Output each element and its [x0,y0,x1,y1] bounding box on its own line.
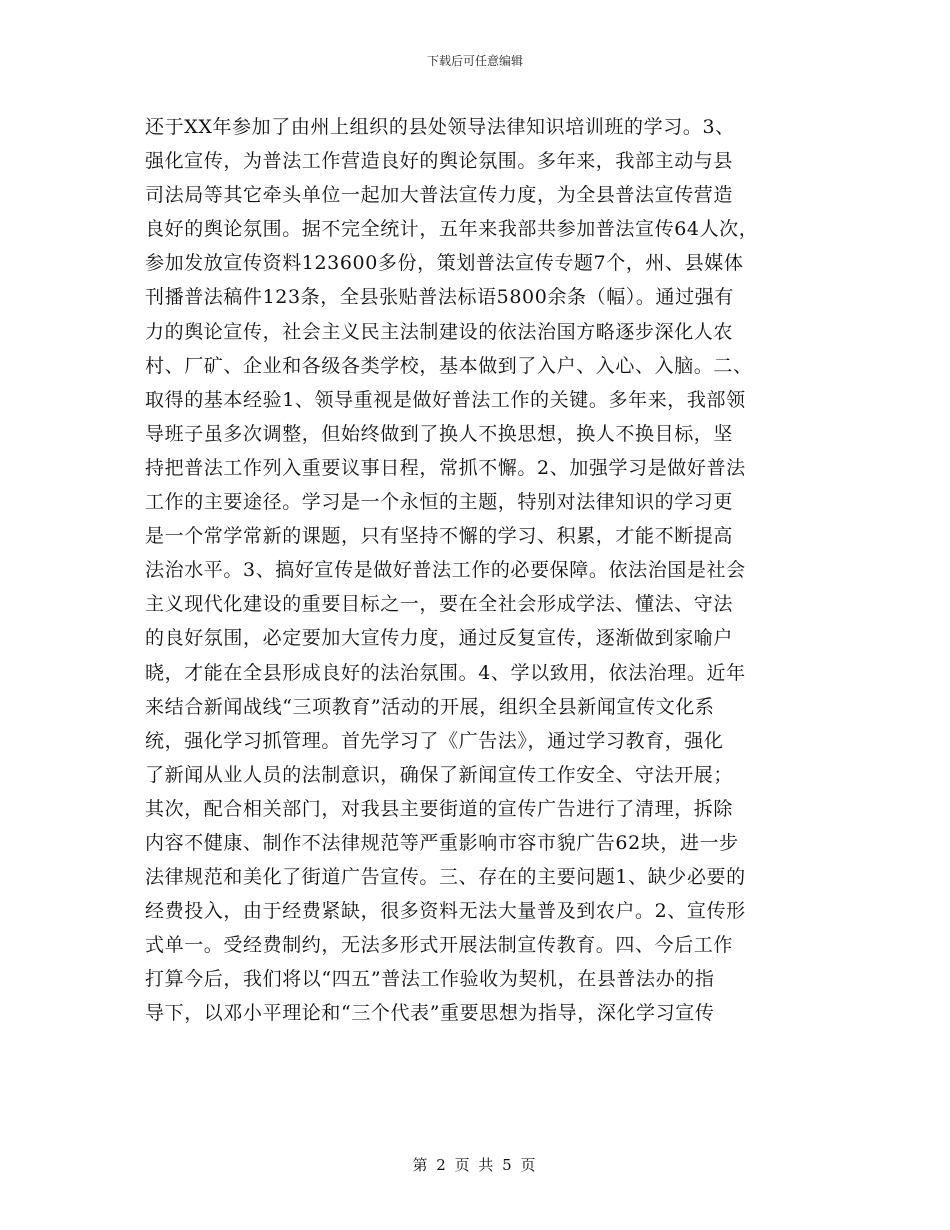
document-body [145,110,805,1031]
text-line: 打算今后，我们将以“四五”普法工作验收为契机，在县普法办的指 [145,968,715,991]
text-line: 参加发放宣传资料123600多份，策划普法宣传专题7个，州、县媒体 [145,252,744,275]
text-line: 持把普法工作列入重要议事日程，常抓不懈。2、加强学习是做好普法 [145,456,746,479]
text-line: 统，强化学习抓管理。首先学习了《广告法》，通过学习教育，强化 [145,729,724,752]
text-line: 经费投入，由于经费紧缺，很多资料无法大量普及到农户。2、宣传形 [145,900,746,923]
text-line: 法治水平。3、搞好宣传是做好普法工作的必要保障。依法治国是社会 [145,559,746,582]
page-header-note: 下载后可任意编辑 [426,54,523,68]
text-line: 法律规范和美化了街道广告宣传。三、存在的主要问题1、缺少必要的 [145,866,746,889]
text-line: 是一个常学常新的课题，只有坚持不懈的学习、积累，才能不断提高 [145,525,734,548]
text-line: 良好的舆论氛围。据不完全统计，五年来我部共参加普法宣传64人次， [145,218,759,241]
page-number-footer: 第 2 页 共 5 页 [412,1156,538,1174]
text-line: 内容不健康、制作不法律规范等严重影响市容市貌广告62块，进一步 [145,831,739,854]
text-line: 的良好氛围，必定要加大宣传力度，通过反复宣传，逐渐做到家喻户 [145,627,734,650]
text-line: 力的舆论宣传，社会主义民主法制建设的依法治国方略逐步深化人农 [145,320,734,343]
text-line: 还于XX年参加了由州上组织的县处领导法律知识培训班的学习。3、 [145,116,735,138]
text-line: 村、厂矿、企业和各级各类学校，基本做到了入户、入心、入脑。二、 [145,354,753,377]
text-line: 导班子虽多次调整，但始终做到了换人不换思想，换人不换目标，坚 [145,422,734,445]
text-line: 晓，才能在全县形成良好的法治氛围。4、学以致用，依法治理。近年 [145,661,746,684]
text-line: 强化宣传，为普法工作营造良好的舆论氛围。多年来，我部主动与县 [145,150,734,173]
text-line: 主义现代化建设的重要目标之一，要在全社会形成学法、懂法、守法 [145,593,734,616]
text-line: 其次，配合相关部门，对我县主要街道的宣传广告进行了清理，拆除 [145,797,734,820]
text-line: 导下，以邓小平理论和“三个代表”重要思想为指导，深化学习宣传 [145,1002,715,1025]
text-line: 取得的基本经验1、领导重视是做好普法工作的关键。多年来，我部领 [145,388,746,411]
text-line: 来结合新闻战线“三项教育”活动的开展，组织全县新闻宣传文化系 [145,695,715,718]
text-line: 式单一。受经费制约，无法多形式开展法制宣传教育。四、今后工作 [145,934,734,957]
text-line: 工作的主要途径。学习是一个永恒的主题，特别对法律知识的学习更 [145,491,734,514]
text-line: 刊播普法稿件123条，全县张贴普法标语5800余条（幅）。通过强有 [145,286,734,309]
text-line: 司法局等其它牵头单位一起加大普法宣传力度，为全县普法宣传营造 [145,184,734,207]
text-line: 了新闻从业人员的法制意识，确保了新闻宣传工作安全、守法开展； [145,763,734,786]
